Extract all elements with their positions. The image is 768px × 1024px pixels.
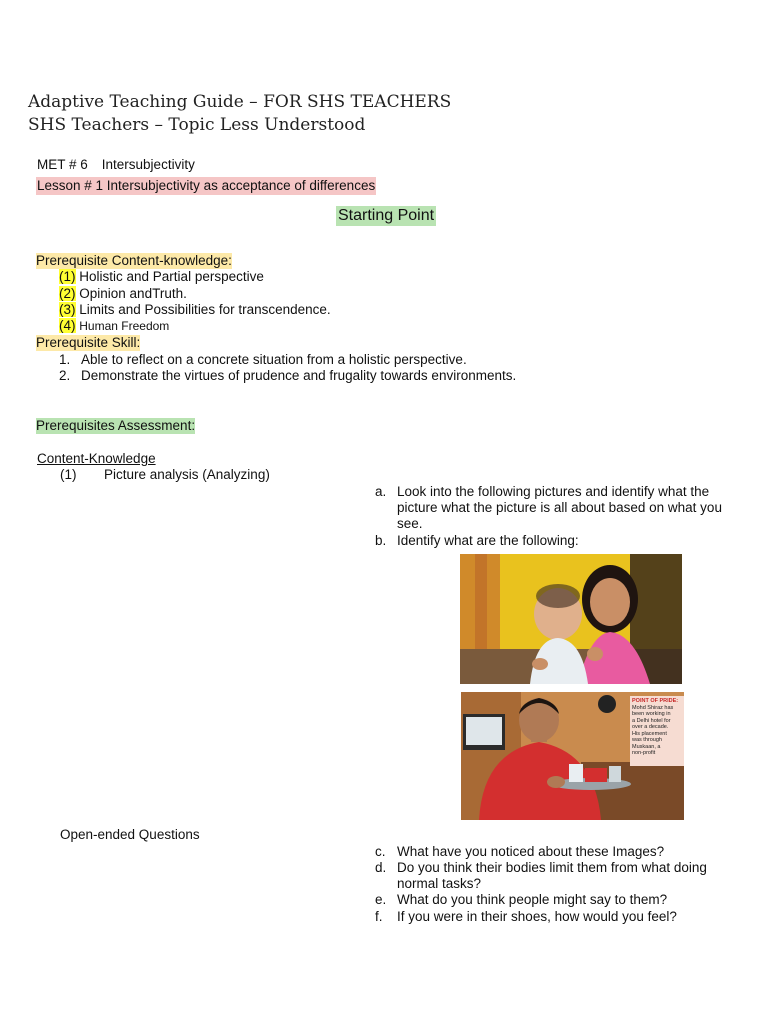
question-letter: d. bbox=[375, 860, 387, 875]
prereq-content-item-2 bbox=[59, 286, 187, 302]
photo-caption bbox=[630, 696, 684, 766]
photo-caption-line: been working in bbox=[632, 711, 671, 717]
prereq-content-num: (4) bbox=[59, 318, 76, 333]
prereq-content-item-1 bbox=[59, 269, 264, 285]
photo-mother-and-baby bbox=[460, 554, 682, 684]
met-line bbox=[37, 157, 195, 173]
question-line: What have you noticed about these Images? bbox=[397, 844, 665, 859]
prereq-skill-item-2 bbox=[59, 368, 517, 384]
step-a bbox=[375, 484, 722, 531]
prereq-content-text: Human Freedom bbox=[79, 319, 170, 333]
photo-caption-line: Mohd Shiraz has bbox=[632, 704, 674, 711]
question-line: If you were in their shoes, how would you feel? bbox=[397, 909, 677, 924]
met-label: MET # 6 bbox=[37, 157, 88, 172]
photo-caption-line: over a decade. bbox=[632, 724, 669, 730]
prereq-skill-item-1 bbox=[59, 352, 467, 368]
step-letter: b. bbox=[375, 533, 387, 548]
photo-caption-line: His placement bbox=[632, 730, 667, 737]
question-letter: c. bbox=[375, 844, 386, 859]
prereq-skill-num: 1. bbox=[59, 352, 71, 367]
lesson-title: Lesson # 1 Intersubjectivity as acceptance of differences bbox=[37, 178, 376, 193]
prereq-content-text: Holistic and Partial perspective bbox=[79, 269, 264, 284]
starting-point-heading: Starting Point bbox=[338, 207, 435, 224]
question-line: What do you think people might say to them? bbox=[397, 892, 668, 907]
question-letter: f. bbox=[375, 909, 383, 924]
prereq-content-num: (2) bbox=[59, 286, 76, 301]
prereq-content-heading: Prerequisite Content-knowledge: bbox=[36, 253, 232, 268]
question-c bbox=[375, 844, 665, 860]
photo-caption-line: was through bbox=[632, 737, 662, 743]
prereq-skill-text: Able to reflect on a concrete situation from a holistic perspective. bbox=[81, 352, 467, 367]
assessment-item-1 bbox=[60, 467, 270, 483]
question-d bbox=[375, 860, 707, 891]
prereq-content-text: Limits and Possibilities for transcendence. bbox=[79, 302, 331, 317]
question-letter: e. bbox=[375, 892, 387, 907]
prereq-content-text: Opinion andTruth. bbox=[79, 286, 187, 301]
step-line: picture what the picture is all about based on what you bbox=[397, 500, 722, 515]
step-line: Look into the following pictures and identify what the bbox=[397, 484, 710, 499]
step-b bbox=[375, 533, 579, 549]
question-line: Do you think their bodies limit them from what doing bbox=[397, 860, 707, 875]
photo-hotel-worker bbox=[461, 692, 684, 820]
prereq-assessment-heading: Prerequisites Assessment: bbox=[36, 418, 196, 433]
step-letter: a. bbox=[375, 484, 387, 499]
prereq-content-num: (3) bbox=[59, 302, 76, 317]
assessment-item-num: (1) bbox=[60, 467, 77, 482]
prereq-skill-heading: Prerequisite Skill: bbox=[36, 335, 141, 350]
step-line: see. bbox=[397, 516, 423, 531]
question-f bbox=[375, 909, 677, 925]
question-e bbox=[375, 892, 668, 908]
photo-mother-and-baby-illustration bbox=[460, 554, 682, 684]
step-line: Identify what are the following: bbox=[397, 533, 579, 548]
photo-caption-head: POINT OF PRIDE: bbox=[632, 698, 679, 704]
prereq-skill-text: Demonstrate the virtues of prudence and frugality towards environments. bbox=[81, 368, 517, 383]
photo-caption-line: non-profit bbox=[632, 750, 656, 756]
assessment-item-text: Picture analysis (Analyzing) bbox=[104, 467, 270, 482]
prereq-skill-num: 2. bbox=[59, 368, 71, 383]
question-line: normal tasks? bbox=[397, 876, 482, 891]
met-topic: Intersubjectivity bbox=[101, 157, 195, 172]
prereq-content-item-4 bbox=[59, 318, 169, 334]
doc-title: Adaptive Teaching Guide – FOR SHS TEACHERS bbox=[28, 92, 452, 112]
prereq-content-num: (1) bbox=[59, 269, 76, 284]
open-ended-heading: Open-ended Questions bbox=[60, 827, 200, 842]
content-knowledge-subheading: Content-Knowledge bbox=[37, 451, 156, 466]
photo-caption-line: a Delhi hotel for bbox=[632, 717, 671, 724]
photo-caption-line: Muskaan, a bbox=[632, 743, 661, 750]
prereq-content-item-3 bbox=[59, 302, 331, 318]
doc-subtitle: SHS Teachers – Topic Less Understood bbox=[28, 115, 366, 135]
